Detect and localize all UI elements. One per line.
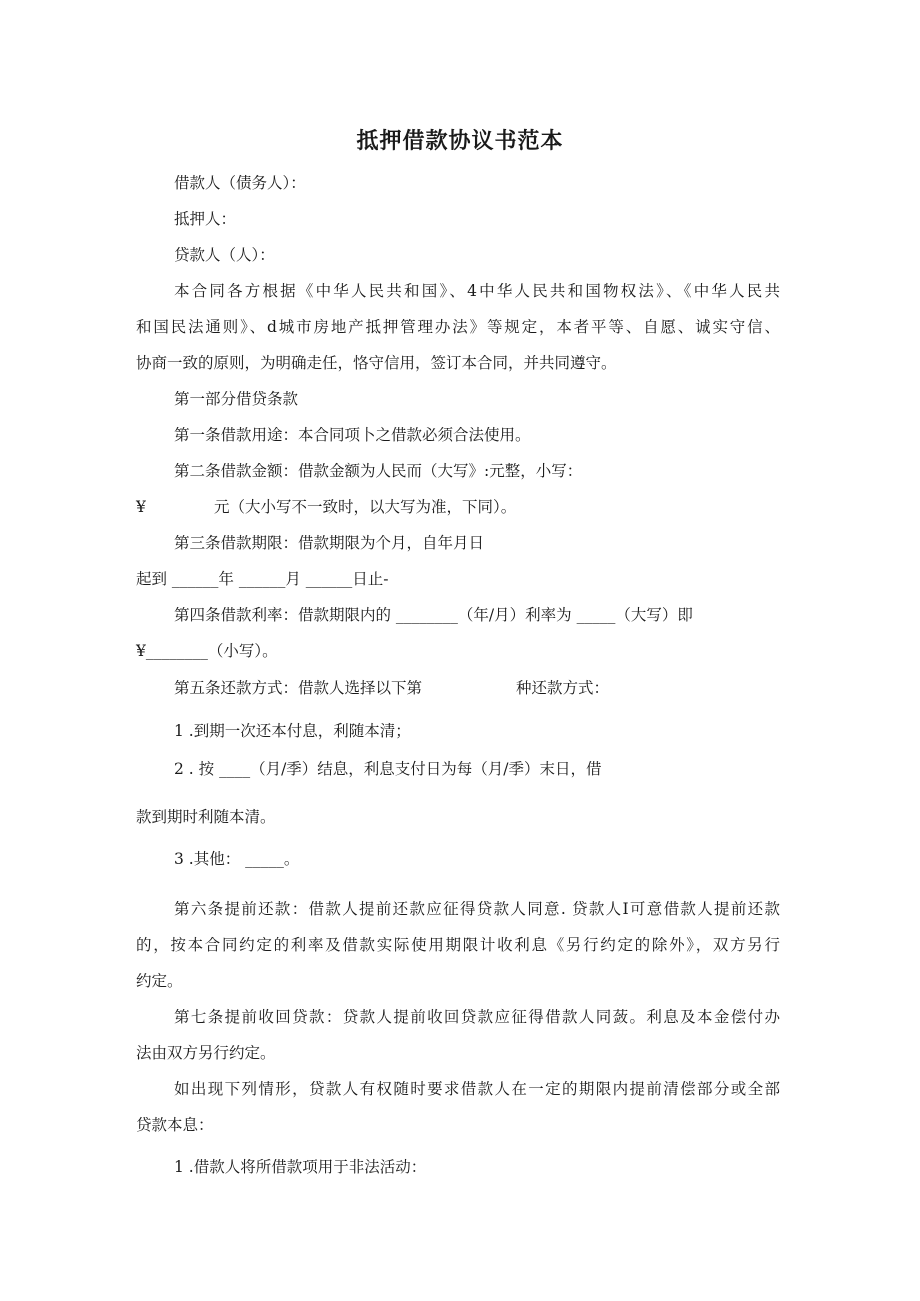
article-1: 第一条借款用途：本合同项卜之借款必须合法使用。 [174,426,531,444]
preamble-line-2: 和国民法通则》、d城市房地产抵押管理办法》等规定，本者平等、自愿、诚实守信、 [136,318,780,336]
article-2-continued: 元（大小写不一致时，以大写为准，下同）。 [214,498,517,516]
lender-line: 贷款人（人）： [174,246,275,264]
preamble-line-3: 协商一致的原则，为明确走任，恪守信用，签订本合同，并共同遵守。 [136,354,617,372]
part-one-heading: 第一部分借贷条款 [174,390,299,408]
article-5-continued: 种还款方式： [516,679,610,697]
repayment-option-3: 3 .其他： _____。 [174,850,300,868]
article-5: 第五条还款方式：借款人选择以下第 [174,679,423,697]
borrower-line: 借款人（债务人）： [174,174,306,192]
article-3-dates: 起到 ______年 ______月 ______日止- [136,570,389,588]
article-3: 第三条借款期限：借款期限为个月，自年月日 [174,534,485,552]
preamble-line-1: 本合同各方根据《中华人民共和国》、4中华人民共和国物权法》、《中华人民共 [174,282,780,300]
article-7-line-1: 第七条提前收回贷款：贷款人提前收回贷款应征得借款人同蔹。利息及本金偿付办 [174,1008,780,1026]
circumstance-1: 1 .借款人将所借款项用于非法活动： [174,1158,427,1176]
mortgagor-line: 抵押人： [174,210,237,228]
article-6-line-1: 第六条提前还款：借款人提前还款应征得贷款人同意. 贷款人I可意借款人提前还款 [174,900,780,918]
article-6-line-2: 的，按本合同约定的利率及借款实际使用期限计收利息《另行约定的除外》，双方另行 [136,936,780,954]
repayment-option-2-continued: 款到期时利随本清。 [136,808,276,826]
repayment-option-1: 1 .到期一次还本付息，利随本清； [174,722,411,740]
document-title: 抵押借款协议书范本 [356,129,564,154]
yen-symbol: ¥ [136,498,146,516]
repayment-option-2: 2 . 按 ____（月/季）结息，利息支付日为每（月/季）末日，借 [174,760,602,778]
article-4: 第四条借款利率：借款期限内的 ________（年/月）利率为 _____（大写）即 [174,606,693,624]
article-4-continued: ¥________（小写）。 [136,642,278,660]
circumstances-line-2: 贷款本息： [136,1116,214,1134]
article-2: 第二条借款金额：借款金额为人民而（大写》:元整，小写： [174,462,583,480]
circumstances-line-1: 如出现下列情形，贷款人有权随时要求借款人在一定的期限内提前清偿部分或全部 [174,1080,780,1098]
article-7-line-2: 法由双方另行约定。 [136,1044,276,1062]
article-6-line-3: 约定。 [136,972,183,990]
